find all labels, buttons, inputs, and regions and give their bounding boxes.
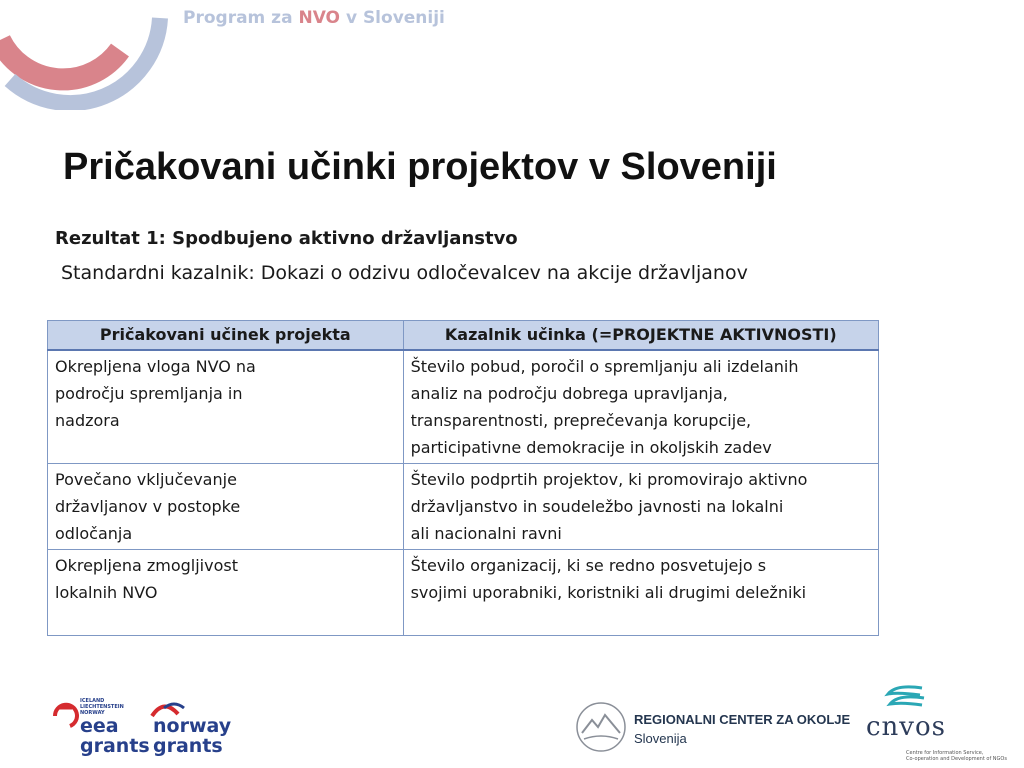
rec-name: REGIONALNI CENTER ZA OKOLJE (634, 712, 851, 727)
program-accent: NVO (298, 8, 341, 28)
program-suffix: v Sloveniji (345, 8, 445, 28)
table-row (48, 464, 879, 550)
cell-line: Okrepljena vloga NVO na (55, 357, 256, 376)
result-heading: Rezultat 1: Spodbujeno aktivno državljanstvo (55, 228, 518, 249)
cnvos-subtitle (906, 750, 1007, 762)
table-header-row (48, 321, 879, 351)
eea-line2: grants (80, 735, 150, 757)
country-label: NORWAY (80, 710, 105, 716)
cell-line: ali nacionalni ravni (410, 524, 562, 543)
country-label: ICELAND (80, 698, 105, 704)
eea-countries (80, 698, 124, 716)
indicator-cell (403, 464, 878, 550)
cnvos-logo-icon (876, 682, 932, 714)
cell-line: analiz na področju dobrega upravljanja, (410, 384, 728, 403)
norway-grants-text (153, 716, 231, 756)
column-header-indicator: Kazalnik učinka (=PROJEKTNE AKTIVNOSTI) (403, 321, 878, 351)
cell-line: lokalnih NVO (55, 583, 158, 602)
norway-line1: norway (153, 715, 232, 737)
slide-title: Pričakovani učinki projektov v Sloveniji (63, 146, 777, 188)
effects-table (47, 320, 879, 636)
cell-line: participativne demokracije in okoljskih zadev (410, 438, 772, 457)
indicator-cell (403, 350, 878, 464)
standard-indicator: Standardni kazalnik: Dokazi o odzivu odločevalcev na akcije državljanov (61, 262, 748, 284)
table-row (48, 550, 879, 636)
column-header-effect: Pričakovani učinek projekta (48, 321, 404, 351)
cell-line: odločanja (55, 524, 133, 543)
rec-country: Slovenija (634, 731, 687, 746)
eea-line1: eea (80, 715, 119, 737)
rec-logo-icon (574, 700, 628, 754)
eea-grants-logo-icon (50, 694, 80, 734)
cell-line: Okrepljena zmogljivost (55, 556, 238, 575)
country-label: LIECHTENSTEIN (80, 704, 124, 710)
cell-line: državljanstvo in soudeležbo javnosti na lokalni (410, 497, 784, 516)
cell-line: transparentnosti, preprečevanja korupcije, (410, 411, 752, 430)
program-header (183, 8, 445, 28)
program-prefix: Program za (183, 8, 293, 28)
effect-cell (48, 350, 404, 464)
norway-line2: grants (153, 735, 223, 757)
decorative-arcs (0, 0, 200, 110)
effect-cell (48, 550, 404, 636)
indicator-cell (403, 550, 878, 636)
cell-line: Povečano vključevanje (55, 470, 237, 489)
cell-line: nadzora (55, 411, 120, 430)
cell-line: Število pobud, poročil o spremljanju ali izdelanih (410, 357, 799, 376)
cnvos-name: cnvos (866, 712, 946, 742)
cell-line: Število organizacij, ki se redno posvetujejo s (410, 556, 767, 575)
cnvos-sub-line: Co-operation and Development of NGOs (906, 756, 1007, 762)
table-row (48, 350, 879, 464)
cell-line: področju spremljanja in (55, 384, 243, 403)
cell-line: Število podprtih projektov, ki promovirajo aktivno (410, 470, 808, 489)
effect-cell (48, 464, 404, 550)
cell-line: državljanov v postopke (55, 497, 241, 516)
cell-line: svojimi uporabniki, koristniki ali drugimi deležniki (410, 583, 807, 602)
eea-grants-text (80, 716, 150, 756)
cnvos-sub-line: Centre for Information Service, (906, 750, 984, 756)
